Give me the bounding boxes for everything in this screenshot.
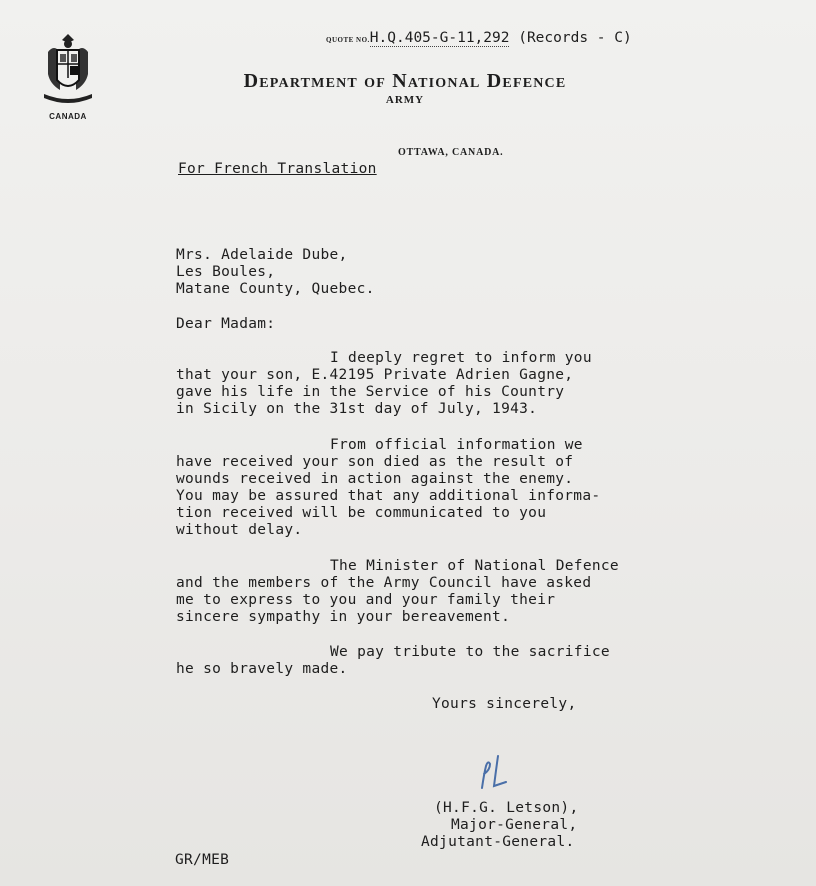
recipient-name: Mrs. Adelaide Dube, (176, 247, 348, 263)
recipient-address-line: Les Boules, (176, 264, 276, 280)
body-line: From official information we (330, 437, 583, 453)
quote-number-value: H.Q.405-G-11,292 (369, 30, 510, 46)
quote-suffix: (Records - C) (518, 30, 632, 46)
salutation: Dear Madam: (176, 316, 276, 332)
body-line: me to express to you and your family their (176, 592, 556, 608)
recipient-address-line: Matane County, Quebec. (176, 281, 375, 297)
body-line: The Minister of National Defence (330, 558, 619, 574)
body-line: sincere sympathy in your bereavement. (176, 609, 511, 625)
quote-label: QUOTE NO. (326, 36, 370, 44)
body-line: he so bravely made. (176, 661, 348, 677)
branch-title: ARMY (385, 94, 425, 106)
body-line: in Sicily on the 31st day of July, 1943. (176, 401, 538, 417)
signatory-title: Adjutant-General. (421, 834, 575, 850)
body-line: wounds received in action against the enemy. (176, 471, 574, 487)
body-line: gave his life in the Service of his Country (176, 384, 565, 400)
signatory-rank: Major-General, (451, 817, 578, 833)
body-line: We pay tribute to the sacrifice (330, 644, 610, 660)
body-line: I deeply regret to inform you (330, 350, 592, 366)
letterhead-location: OTTAWA, CANADA. (398, 147, 504, 158)
department-title: Department of National Defence (243, 70, 567, 92)
signatory-name: (H.F.G. Letson), (434, 800, 579, 816)
body-line: without delay. (176, 522, 303, 538)
translation-note: For French Translation (178, 161, 377, 177)
body-line: that your son, E.42195 Private Adrien Gagne, (176, 367, 574, 383)
closing: Yours sincerely, (432, 696, 577, 712)
crest-caption: CANADA (49, 112, 87, 121)
canada-coat-of-arms-icon (40, 30, 96, 110)
body-line: tion received will be communicated to you (176, 505, 547, 521)
handwritten-initials-signature (476, 752, 526, 796)
body-line: You may be assured that any additional informa- (176, 488, 601, 504)
reference-initials: GR/MEB (175, 852, 230, 868)
quote-number (326, 30, 632, 46)
body-line: have received your son died as the result of (176, 454, 574, 470)
body-line: and the members of the Army Council have asked (176, 575, 592, 591)
